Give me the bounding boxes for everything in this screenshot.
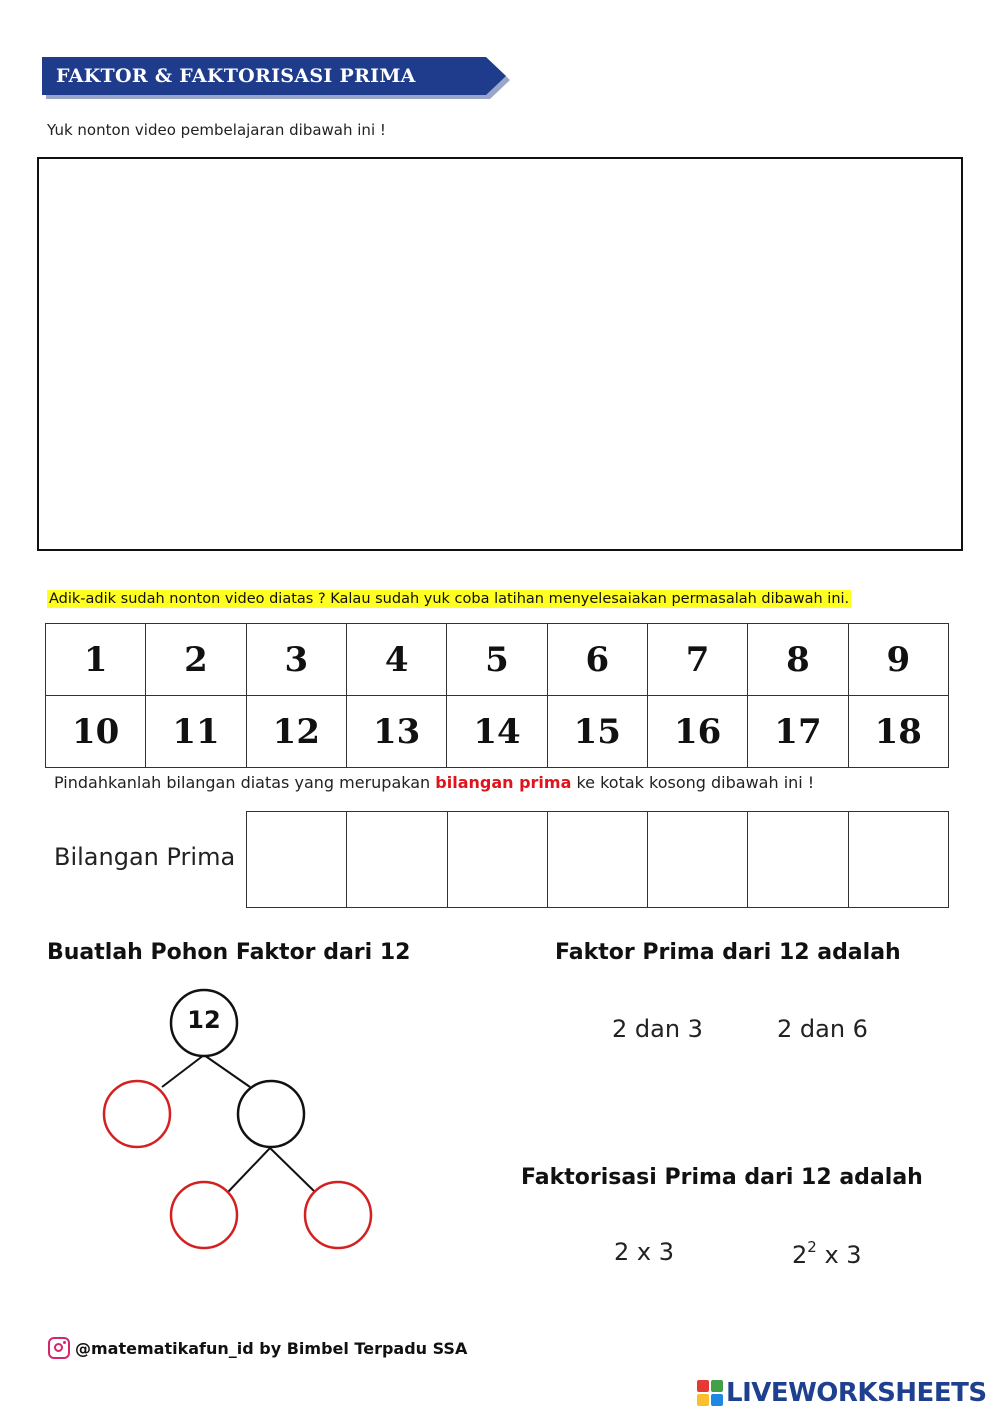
prime-drop-slot[interactable]: [648, 812, 748, 908]
tree-branch: [228, 1148, 270, 1192]
number-tile[interactable]: 9: [848, 624, 948, 696]
factor-tree-heading: Buatlah Pohon Faktor dari 12: [47, 940, 411, 965]
number-grid: [45, 623, 949, 768]
number-tile[interactable]: 11: [146, 696, 246, 768]
brand-text: LIVEWORKSHEETS: [726, 1378, 987, 1408]
prime-drop-slot[interactable]: [447, 812, 547, 908]
prime-drop-slot[interactable]: [748, 812, 848, 908]
liveworksheets-brand: [697, 1378, 987, 1408]
prime-factor-option[interactable]: 2 dan 6: [777, 1015, 868, 1043]
prime-highlight: bilangan prima: [435, 773, 572, 792]
move-instruction: [54, 773, 814, 792]
factor-tree: [90, 985, 390, 1255]
power-rest: x 3: [816, 1241, 862, 1269]
tree-answer-circle[interactable]: [305, 1182, 371, 1248]
number-tile[interactable]: 3: [246, 624, 346, 696]
number-tile[interactable]: 15: [547, 696, 647, 768]
tree-answer-circle[interactable]: [104, 1081, 170, 1147]
number-row-2: [46, 696, 949, 768]
tree-answer-circle[interactable]: [171, 1182, 237, 1248]
number-tile[interactable]: 5: [447, 624, 547, 696]
prime-factor-heading: Faktor Prima dari 12 adalah: [555, 940, 901, 965]
prime-drop-zone: [246, 811, 949, 908]
page-title: FAKTOR & FAKTORISASI PRIMA: [56, 65, 416, 87]
number-tile[interactable]: 7: [647, 624, 747, 696]
prime-factorization-option[interactable]: [792, 1238, 862, 1269]
credit-text: @matematikafun_id by Bimbel Terpadu SSA: [75, 1338, 468, 1358]
tree-root-value: 12: [187, 1006, 221, 1034]
power-exponent: 2: [807, 1238, 817, 1256]
number-tile[interactable]: 4: [346, 624, 446, 696]
number-tile[interactable]: 17: [748, 696, 848, 768]
prime-drop-slot[interactable]: [848, 812, 948, 908]
number-tile[interactable]: 6: [547, 624, 647, 696]
video-placeholder[interactable]: [37, 157, 963, 551]
prime-label: Bilangan Prima: [54, 843, 236, 871]
number-tile[interactable]: 2: [146, 624, 246, 696]
number-tile[interactable]: 10: [46, 696, 146, 768]
number-tile[interactable]: 14: [447, 696, 547, 768]
move-instruction-tail: ke kotak kosong dibawah ini !: [571, 773, 815, 792]
prime-drop-slot[interactable]: [347, 812, 447, 908]
tree-branch: [270, 1148, 315, 1192]
exercise-instruction: Adik-adik sudah nonton video diatas ? Kalau sudah yuk coba latihan menyelesaiakan permasalah dibawah ini.: [49, 591, 850, 607]
number-tile[interactable]: 12: [246, 696, 346, 768]
prime-factorization-heading: Faktorisasi Prima dari 12 adalah: [521, 1165, 923, 1190]
prime-factor-option[interactable]: 2 dan 3: [612, 1015, 703, 1043]
tree-branch: [204, 1055, 250, 1087]
prime-factorization-option[interactable]: 2 x 3: [614, 1238, 674, 1266]
prime-drop-slot[interactable]: [247, 812, 347, 908]
intro-text: Yuk nonton video pembelajaran dibawah ini !: [47, 121, 386, 139]
number-tile[interactable]: 13: [346, 696, 446, 768]
move-instruction-text: Pindahkanlah bilangan diatas yang merupakan: [54, 773, 436, 792]
number-tile[interactable]: 1: [46, 624, 146, 696]
tree-node-circle: [238, 1081, 304, 1147]
number-row-1: [46, 624, 949, 696]
liveworksheets-logo-icon: [697, 1380, 723, 1406]
instagram-icon: [48, 1337, 70, 1359]
title-banner: [42, 55, 512, 101]
tree-branch: [162, 1055, 204, 1087]
number-tile[interactable]: 16: [647, 696, 747, 768]
footer-credit: [48, 1337, 467, 1359]
power-base: 2: [792, 1241, 808, 1269]
number-tile[interactable]: 8: [748, 624, 848, 696]
prime-drop-slot[interactable]: [547, 812, 647, 908]
number-tile[interactable]: 18: [848, 696, 948, 768]
